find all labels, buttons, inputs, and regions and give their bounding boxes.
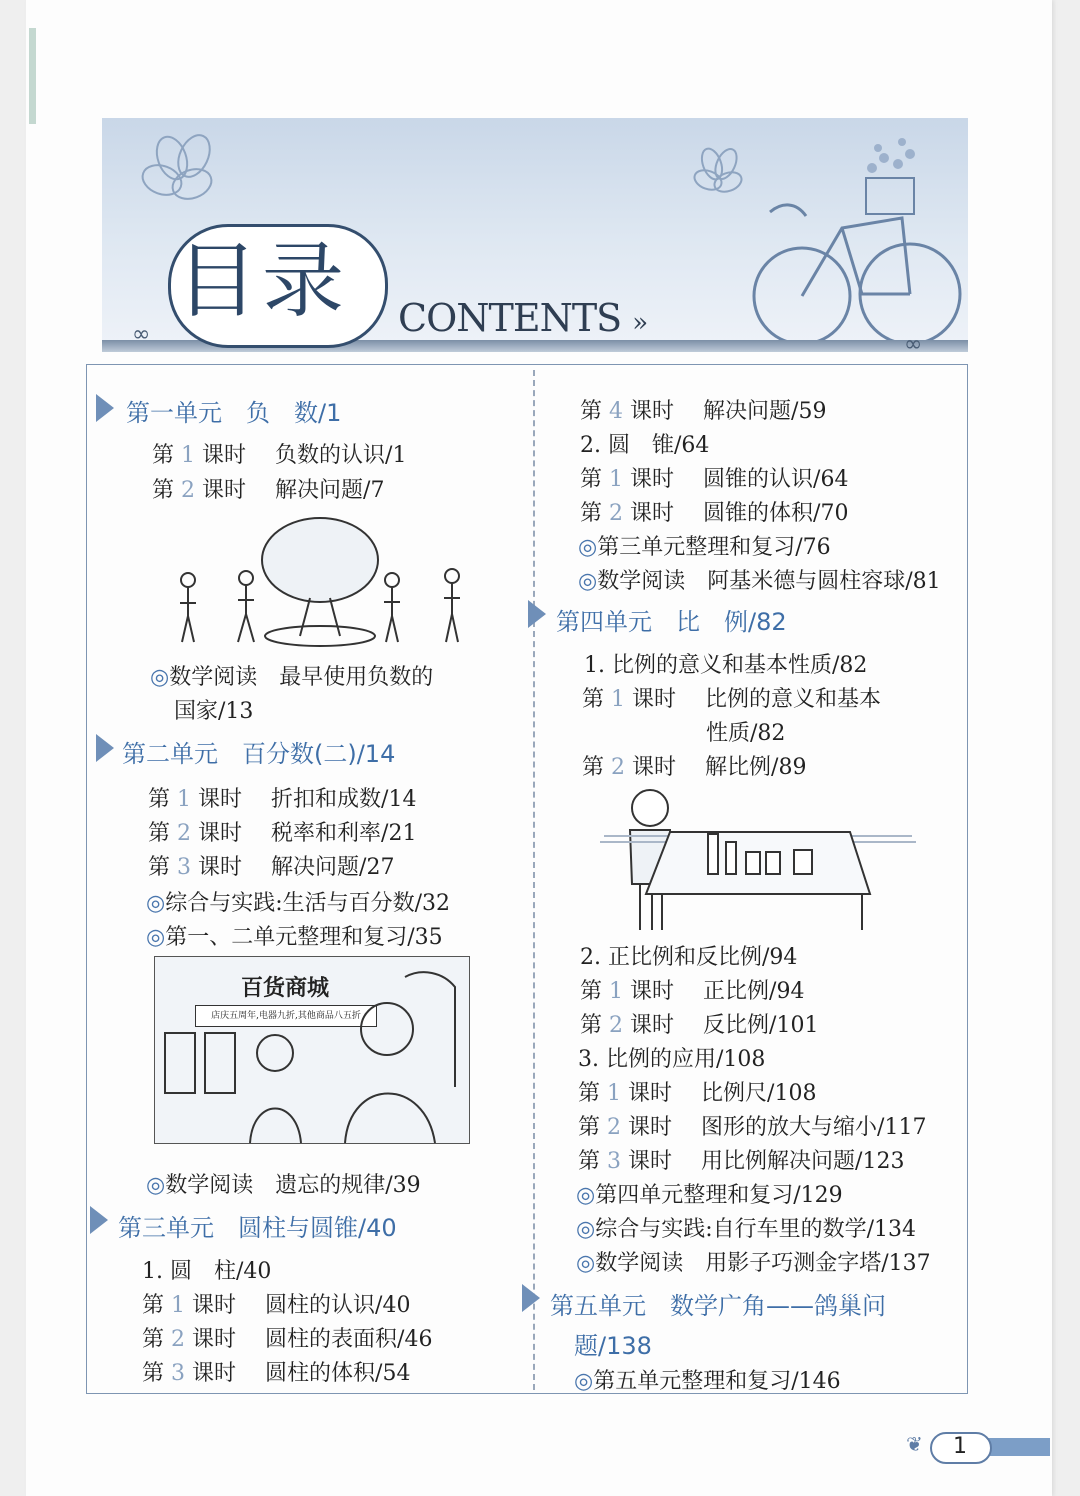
lesson-entry[interactable]: 第 3 课时 解决问题/27 bbox=[148, 855, 395, 880]
lesson-entry[interactable]: 第 1 课时 圆柱的认识/40 bbox=[142, 1293, 411, 1318]
unit-arrow-icon bbox=[90, 1206, 108, 1234]
review-entry[interactable]: ◎第五单元整理和复习/146 bbox=[574, 1369, 841, 1394]
hook-icon: ∞ bbox=[132, 322, 151, 347]
lesson-entry[interactable]: 第 3 课时 圆柱的体积/54 bbox=[142, 1361, 411, 1386]
lesson-entry[interactable]: 第 1 课时 圆锥的认识/64 bbox=[580, 467, 849, 492]
unit-arrow-icon bbox=[528, 600, 546, 628]
practice-entry[interactable]: ◎综合与实践:自行车里的数学/134 bbox=[576, 1217, 917, 1242]
reading-entry[interactable]: ◎数学阅读 最早使用负数的 bbox=[150, 665, 434, 690]
section-entry[interactable]: 1. 比例的意义和基本性质/82 bbox=[584, 653, 868, 678]
hook-icon: ∞ bbox=[904, 332, 923, 357]
unit-heading[interactable]: 第四单元 比 例/82 bbox=[556, 608, 787, 636]
practice-entry[interactable]: ◎综合与实践:生活与百分数/32 bbox=[146, 891, 451, 916]
review-entry[interactable]: ◎第一、二单元整理和复习/35 bbox=[146, 925, 443, 950]
lesson-entry[interactable]: 第 2 课时 解比例/89 bbox=[582, 755, 807, 780]
section-entry[interactable]: 3. 比例的应用/108 bbox=[578, 1047, 766, 1072]
boy-table-illustration bbox=[600, 784, 916, 930]
lesson-entry[interactable]: 第 1 课时 正比例/94 bbox=[580, 979, 805, 1004]
lesson-entry[interactable]: 第 3 课时 用比例解决问题/123 bbox=[578, 1149, 905, 1174]
lesson-entry[interactable]: 第 2 课时 反比例/101 bbox=[580, 1013, 819, 1038]
reading-entry[interactable]: ◎数学阅读 遗忘的规律/39 bbox=[146, 1173, 421, 1198]
reading-entry[interactable]: ◎数学阅读 阿基米德与圆柱容球/81 bbox=[578, 569, 941, 594]
lesson-entry[interactable]: 第 4 课时 解决问题/59 bbox=[580, 399, 827, 424]
unit-heading[interactable]: 第五单元 数学广角——鸽巢问 bbox=[550, 1292, 886, 1320]
reading-entry[interactable]: ◎数学阅读 用影子巧测金字塔/137 bbox=[576, 1251, 931, 1276]
unit-arrow-icon bbox=[522, 1284, 540, 1312]
page-edge-strip bbox=[29, 28, 36, 124]
unit-arrow-icon bbox=[96, 734, 114, 762]
store-sign: 百货商城 bbox=[240, 976, 329, 1001]
lesson-entry[interactable]: 第 2 课时 圆锥的体积/70 bbox=[580, 501, 849, 526]
review-entry[interactable]: ◎第三单元整理和复习/76 bbox=[578, 535, 831, 560]
lesson-entry[interactable]: 第 2 课时 图形的放大与缩小/117 bbox=[578, 1115, 927, 1140]
unit-heading-cont: 题/138 bbox=[574, 1332, 652, 1360]
section-entry[interactable]: 2. 正比例和反比例/94 bbox=[580, 945, 798, 970]
unit-heading[interactable]: 第三单元 圆柱与圆锥/40 bbox=[118, 1214, 397, 1242]
page-number: 1 bbox=[953, 1434, 967, 1459]
lesson-entry[interactable]: 第 2 课时 解决问题/7 bbox=[152, 478, 385, 503]
tree-people-illustration bbox=[160, 508, 480, 653]
lesson-entry[interactable]: 第 1 课时 比例的意义和基本 bbox=[582, 687, 882, 712]
unit-heading[interactable]: 第二单元 百分数(二)/14 bbox=[122, 740, 396, 768]
unit-arrow-icon bbox=[96, 394, 114, 422]
lesson-entry-cont: 性质/82 bbox=[706, 721, 786, 746]
lesson-entry[interactable]: 第 2 课时 税率和利率/21 bbox=[148, 821, 417, 846]
leaf-icon: ❦ bbox=[906, 1432, 923, 1456]
review-entry[interactable]: ◎第四单元整理和复习/129 bbox=[576, 1183, 843, 1208]
store-scene bbox=[155, 957, 469, 1143]
lesson-entry[interactable]: 第 2 课时 圆柱的表面积/46 bbox=[142, 1327, 433, 1352]
store-illustration bbox=[154, 956, 470, 1144]
section-entry[interactable]: 1. 圆 柱/40 bbox=[142, 1259, 272, 1284]
lesson-entry[interactable]: 第 1 课时 比例尺/108 bbox=[578, 1081, 817, 1106]
column-divider bbox=[533, 370, 535, 1390]
contents-label: CONTENTS » bbox=[398, 296, 648, 340]
lesson-entry[interactable]: 第 1 课时 负数的认识/1 bbox=[152, 443, 407, 468]
unit-heading[interactable]: 第一单元 负 数/1 bbox=[126, 399, 342, 427]
page-title: 目录 bbox=[176, 234, 349, 329]
store-banner: 店庆五周年,电器九折,其他商品八五折 bbox=[195, 1005, 377, 1027]
reading-entry-cont: 国家/13 bbox=[174, 699, 254, 724]
section-entry[interactable]: 2. 圆 锥/64 bbox=[580, 433, 710, 458]
lesson-entry[interactable]: 第 1 课时 折扣和成数/14 bbox=[148, 787, 417, 812]
